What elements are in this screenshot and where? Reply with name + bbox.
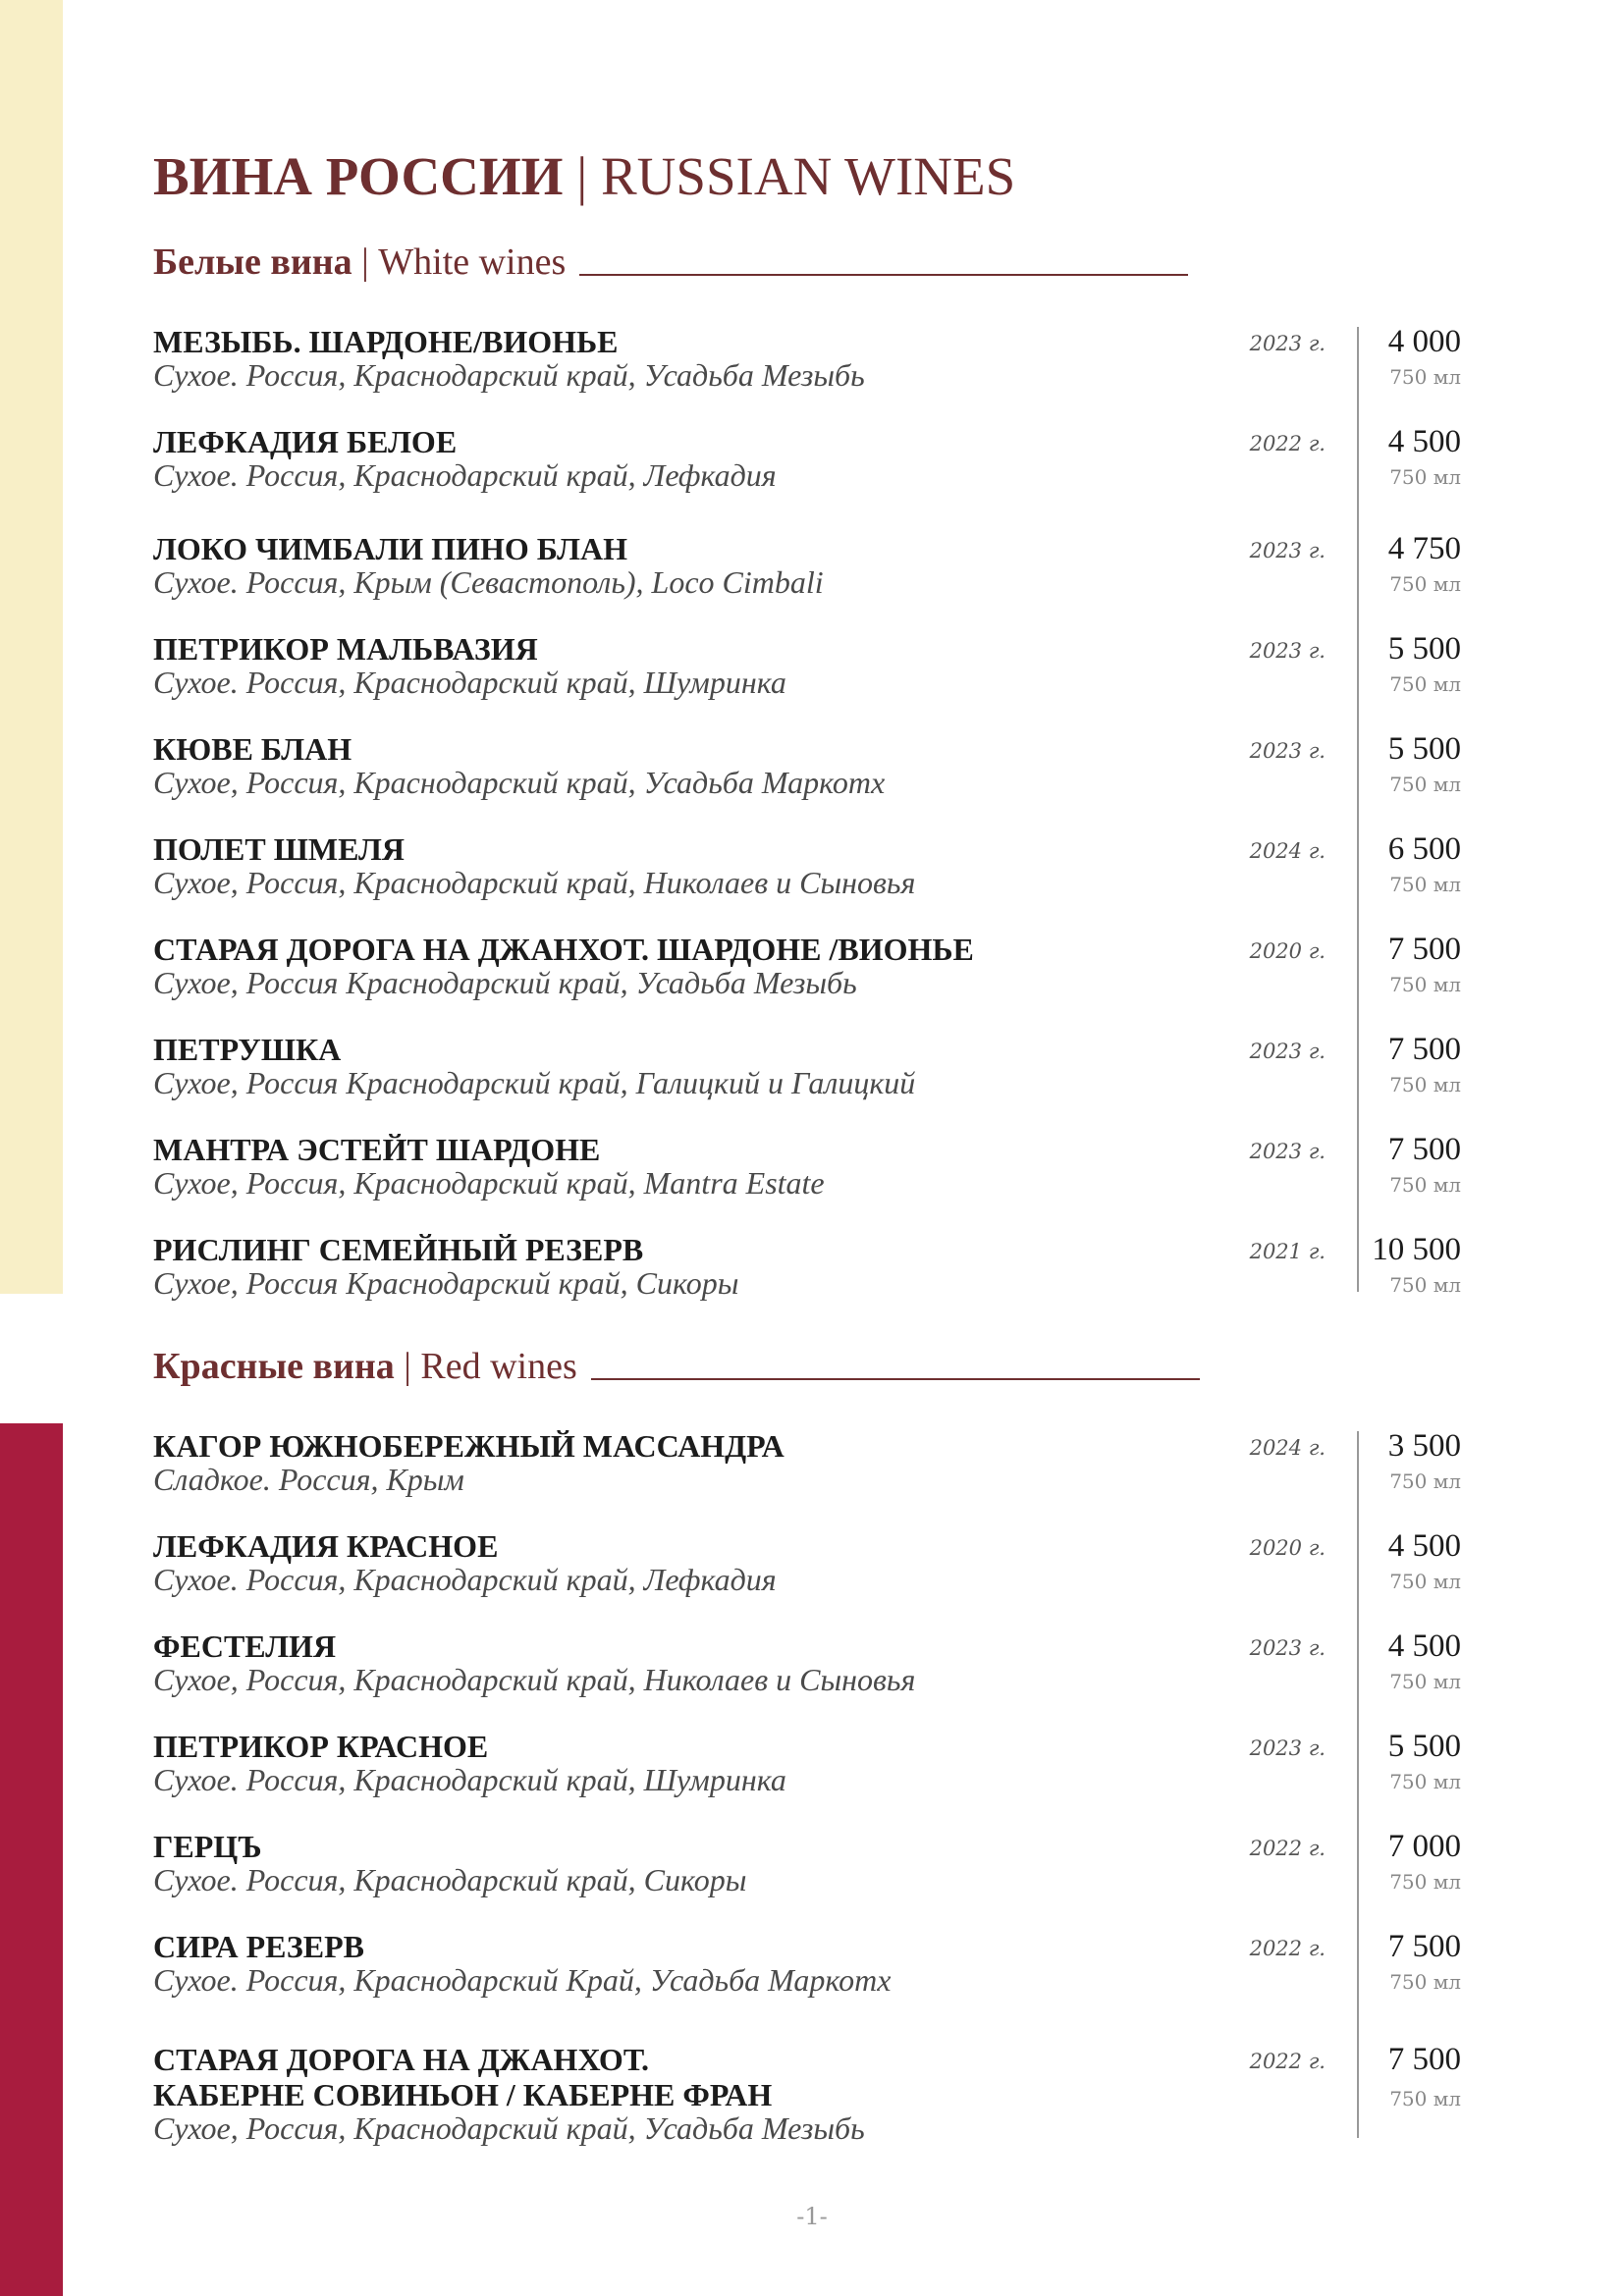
wine-name: ЛЕФКАДИЯ КРАСНОЕ — [153, 1528, 499, 1564]
wine-volume: 750 мл — [1389, 1469, 1461, 1493]
menu-item — [153, 324, 1489, 412]
wine-description: Сухое, Россия, Краснодарский край, Николаев и Сыновья — [153, 1662, 916, 1697]
wine-name: ЛЕФКАДИЯ БЕЛОЕ — [153, 424, 458, 459]
wine-vintage: 2022 г. — [1249, 432, 1326, 455]
section-underline — [579, 274, 1188, 276]
section-heading-red: Красные вина | Red wines — [153, 1345, 1200, 1388]
wine-description: Сухое. Россия, Краснодарский край, Шумринка — [153, 1762, 786, 1797]
wine-vintage: 2023 г. — [1249, 639, 1326, 663]
wine-name: ПЕТРУШКА — [153, 1032, 342, 1067]
wine-vintage: 2024 г. — [1249, 1436, 1326, 1460]
wine-vintage: 2023 г. — [1249, 739, 1326, 763]
menu-item — [153, 1528, 1489, 1617]
wine-volume: 750 мл — [1389, 2087, 1461, 2110]
wine-price: 3 500 — [1387, 1428, 1461, 1464]
wine-name: ПОЛЕТ ШМЕЛЯ — [153, 831, 405, 867]
wine-name: ПЕТРИКОР КРАСНОЕ — [153, 1729, 489, 1764]
section-title-ru: Красные вина — [153, 1346, 395, 1387]
menu-item — [153, 932, 1489, 1020]
menu-item — [153, 631, 1489, 720]
wine-name: МЕЗЫБЬ. ШАРДОНЕ/ВИОНЬЕ — [153, 324, 619, 359]
wine-description: Сладкое. Россия, Крым — [153, 1462, 464, 1497]
wine-description: Сухое. Россия, Краснодарский край, Лефкадия — [153, 457, 777, 493]
wine-price: 5 500 — [1387, 731, 1461, 767]
wine-volume: 750 мл — [1389, 1870, 1461, 1894]
section-underline — [591, 1378, 1200, 1380]
menu-item — [153, 1232, 1489, 1320]
wine-price: 6 500 — [1387, 831, 1461, 867]
menu-item — [153, 731, 1489, 820]
wine-vintage: 2022 г. — [1249, 1837, 1326, 1860]
menu-item — [153, 424, 1489, 512]
wine-volume: 750 мл — [1389, 1770, 1461, 1793]
wine-name: КАГОР ЮЖНОБЕРЕЖНЫЙ МАССАНДРА — [153, 1428, 785, 1464]
wine-volume: 750 мл — [1389, 465, 1461, 489]
menu-item — [153, 2042, 1489, 2160]
wine-name: ЛОКО ЧИМБАЛИ ПИНО БЛАН — [153, 531, 627, 566]
wine-volume: 750 мл — [1389, 773, 1461, 796]
menu-item — [153, 1929, 1489, 2017]
wine-price: 7 500 — [1387, 932, 1461, 967]
wine-price: 4 500 — [1387, 424, 1461, 459]
wine-price: 5 500 — [1387, 631, 1461, 667]
section-title-en: Red wines — [420, 1346, 577, 1387]
wine-volume: 750 мл — [1389, 873, 1461, 896]
page-title-en: RUSSIAN WINES — [600, 146, 1016, 206]
wine-description: Сухое. Россия, Краснодарский край, Шумринка — [153, 665, 786, 700]
wine-description: Сухое, Россия Краснодарский край, Галицкий и Галицкий — [153, 1065, 916, 1100]
wine-vintage: 2023 г. — [1249, 1736, 1326, 1760]
page-title — [153, 145, 1015, 207]
wine-name: КЮВЕ БЛАН — [153, 731, 352, 767]
menu-item — [153, 1032, 1489, 1120]
wine-vintage: 2020 г. — [1249, 939, 1326, 963]
wine-description: Сухое. Россия, Краснодарский Край, Усадьба Маркотх — [153, 1962, 892, 1998]
wine-description: Сухое, Россия, Краснодарский край, Усадьба Мезыбь — [153, 2110, 865, 2146]
wine-price: 4 750 — [1387, 531, 1461, 566]
menu-item — [153, 1428, 1489, 1517]
wine-description: Сухое. Россия, Крым (Севастополь), Loco Cimbali — [153, 564, 824, 600]
wine-name-line2: КАБЕРНЕ СОВИНЬОН / КАБЕРНЕ ФРАН — [153, 2077, 773, 2112]
wine-volume: 750 мл — [1389, 1073, 1461, 1096]
wine-description: Сухое. Россия, Краснодарский край, Лефкадия — [153, 1562, 777, 1597]
wine-price: 4 500 — [1387, 1629, 1461, 1664]
wine-vintage: 2021 г. — [1249, 1240, 1326, 1263]
wine-volume: 750 мл — [1389, 1970, 1461, 1994]
wine-description: Сухое, Россия Краснодарский край, Усадьба Мезыбь — [153, 965, 857, 1000]
wine-volume: 750 мл — [1389, 973, 1461, 996]
menu-item — [153, 1132, 1489, 1220]
section-title-ru: Белые вина — [153, 241, 352, 283]
wine-name: ПЕТРИКОР МАЛЬВАЗИЯ — [153, 631, 538, 667]
page-title-separator: | — [576, 146, 588, 206]
wine-name: СИРА РЕЗЕРВ — [153, 1929, 364, 1964]
wine-volume: 750 мл — [1389, 1273, 1461, 1297]
menu-item — [153, 1629, 1489, 1717]
wine-description: Сухое, Россия, Краснодарский край, Mantra Estate — [153, 1165, 825, 1201]
wine-price: 7 500 — [1387, 1132, 1461, 1167]
wine-description: Сухое. Россия, Краснодарский край, Сикоры — [153, 1862, 747, 1897]
section-title-en: White wines — [378, 241, 567, 283]
wine-price: 4 000 — [1387, 324, 1461, 359]
wine-price: 4 500 — [1387, 1528, 1461, 1564]
wine-name: ГЕРЦЪ — [153, 1829, 262, 1864]
wine-vintage: 2022 г. — [1249, 1937, 1326, 1960]
wine-volume: 750 мл — [1389, 572, 1461, 596]
wine-name: РИСЛИНГ СЕМЕЙНЫЙ РЕЗЕРВ — [153, 1232, 644, 1267]
wine-volume: 750 мл — [1389, 1570, 1461, 1593]
wine-name: МАНТРА ЭСТЕЙТ ШАРДОНЕ — [153, 1132, 601, 1167]
wine-vintage: 2022 г. — [1249, 2050, 1326, 2073]
menu-item — [153, 1729, 1489, 1817]
wine-price: 10 500 — [1372, 1232, 1461, 1267]
wine-name: СТАРАЯ ДОРОГА НА ДЖАНХОТ. ШАРДОНЕ /ВИОНЬЕ — [153, 932, 974, 967]
wine-description: Сухое, Россия Краснодарский край, Сикоры — [153, 1265, 739, 1301]
wine-vintage: 2023 г. — [1249, 539, 1326, 562]
decor-stripe-burgundy — [0, 1423, 63, 2296]
wine-vintage: 2023 г. — [1249, 1040, 1326, 1063]
wine-vintage: 2020 г. — [1249, 1536, 1326, 1560]
wine-volume: 750 мл — [1389, 1173, 1461, 1197]
menu-item — [153, 531, 1489, 619]
wine-description: Сухое, Россия, Краснодарский край, Николаев и Сыновья — [153, 865, 916, 900]
decor-stripe-cream — [0, 0, 63, 1294]
section-heading-white: Белые вина | White wines — [153, 240, 1188, 284]
wine-price: 7 500 — [1387, 2042, 1461, 2077]
menu-item — [153, 831, 1489, 920]
menu-item — [153, 1829, 1489, 1917]
wine-vintage: 2023 г. — [1249, 332, 1326, 355]
wine-vintage: 2024 г. — [1249, 839, 1326, 863]
wine-price: 7 500 — [1387, 1032, 1461, 1067]
wine-vintage: 2023 г. — [1249, 1140, 1326, 1163]
wine-price: 7 500 — [1387, 1929, 1461, 1964]
wine-volume: 750 мл — [1389, 365, 1461, 389]
page-number: -1- — [796, 2203, 828, 2230]
wine-vintage: 2023 г. — [1249, 1636, 1326, 1660]
page-title-ru: ВИНА РОССИИ — [153, 146, 564, 206]
wine-volume: 750 мл — [1389, 672, 1461, 696]
wine-name: СТАРАЯ ДОРОГА НА ДЖАНХОТ. — [153, 2042, 649, 2077]
wine-price: 7 000 — [1387, 1829, 1461, 1864]
wine-volume: 750 мл — [1389, 1670, 1461, 1693]
wine-description: Сухое, Россия, Краснодарский край, Усадьба Маркотх — [153, 765, 886, 800]
wine-name: ФЕСТЕЛИЯ — [153, 1629, 337, 1664]
wine-description: Сухое. Россия, Краснодарский край, Усадьба Мезыбь — [153, 357, 865, 393]
wine-price: 5 500 — [1387, 1729, 1461, 1764]
